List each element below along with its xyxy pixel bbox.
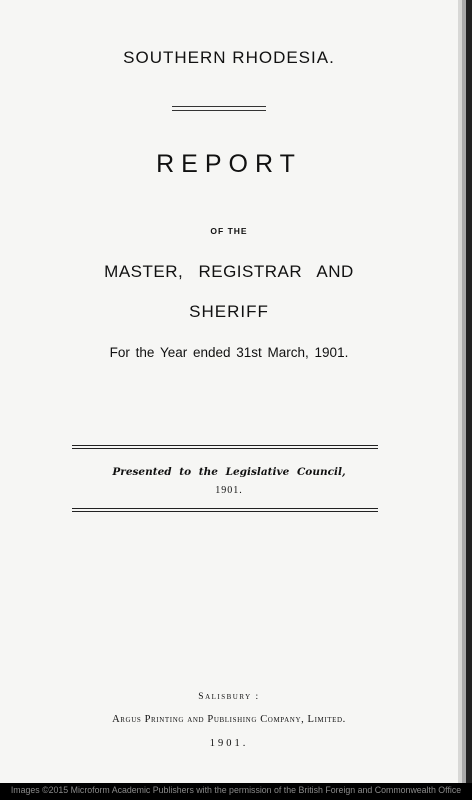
- page-edge: [466, 0, 472, 783]
- upper-double-rule: [72, 445, 378, 449]
- presented-line: Presented to the Legislative Council,: [112, 466, 346, 478]
- colony-heading: SOUTHERN RHODESIA.: [123, 48, 335, 67]
- imprint-city: Salisbury :: [198, 692, 260, 702]
- short-rule: [172, 106, 266, 111]
- title-line-2: SHERIFF: [189, 302, 269, 321]
- lower-double-rule: [72, 508, 378, 512]
- image-credit: Images ©2015 Microform Academic Publishers with the permission of the British Foreign and Commonwealth Office: [10, 785, 462, 795]
- presented-year: 1901.: [215, 485, 243, 496]
- of-the-text: OF THE: [210, 226, 248, 236]
- report-title: REPORT: [156, 150, 302, 178]
- report-period: For the Year ended 31st March, 1901.: [109, 345, 349, 360]
- imprint-publisher: Argus Printing and Publishing Company, Limited.: [112, 714, 346, 725]
- imprint-year: 1901.: [209, 738, 249, 749]
- title-line-1: MASTER, REGISTRAR AND: [104, 262, 354, 281]
